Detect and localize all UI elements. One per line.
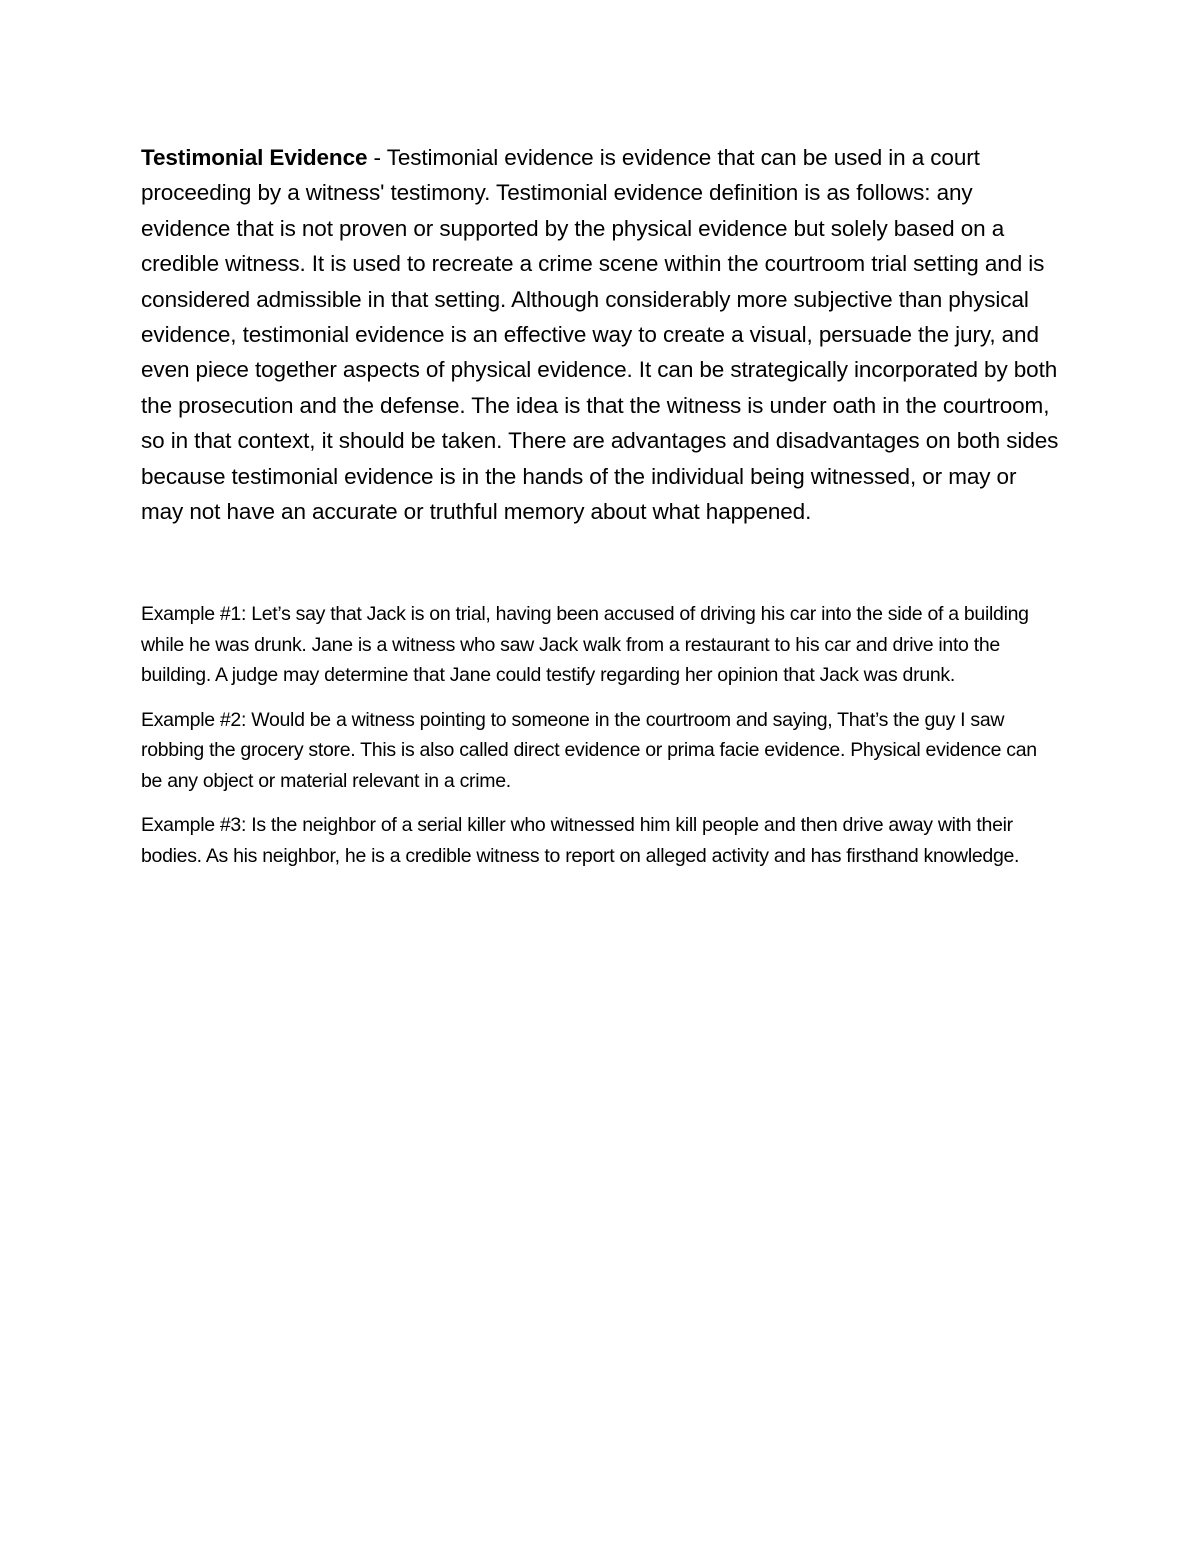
- intro-term: Testimonial Evidence: [141, 145, 368, 170]
- intro-paragraph: [141, 140, 1061, 529]
- examples-section: [141, 599, 1061, 871]
- intro-body: - Testimonial evidence is evidence that can be used in a court proceeding by a witness' testimony. Testimonial evidence definition is as follows: any evidence that is not proven or supported by the physical evidence but solely based on a credible witness. It is used to recreate a crime scene within the courtroom trial setting and is considered admissible in that setting. Although considerably more subjective than physical evidence, testimonial evidence is an effective way to create a visual, persuade the jury, and even piece together aspects of physical evidence. It can be strategically incorporated by both the prosecution and the defense. The idea is that the witness is under oath in the courtroom, so in that context, it should be taken. There are advantages and disadvantages on both sides because testimonial evidence is in the hands of the individual being witnessed, or may or may not have an accurate or truthful memory about what happened.: [141, 145, 1059, 525]
- example-paragraph-3: Example #3: Is the neighbor of a serial killer who witnessed him kill people and then drive away with their bodies. As his neighbor, he is a credible witness to report on alleged activity and has firsthand knowledge.: [141, 814, 1020, 867]
- document-content: [141, 140, 1061, 885]
- example-paragraph-2: Example #2: Would be a witness pointing to someone in the courtroom and saying, That’s the guy I saw robbing the grocery store. This is also called direct evidence or prima facie evidence. Physical evidence can be any object or material relevant in a crime.: [141, 708, 1037, 792]
- example-paragraph-1: Example #1: Let’s say that Jack is on trial, having been accused of driving his car into the side of a building while he was drunk. Jane is a witness who saw Jack walk from a restaurant to his car and drive into the building. A judge may determine that Jane could testify regarding her opinion that Jack was drunk.: [141, 603, 1029, 687]
